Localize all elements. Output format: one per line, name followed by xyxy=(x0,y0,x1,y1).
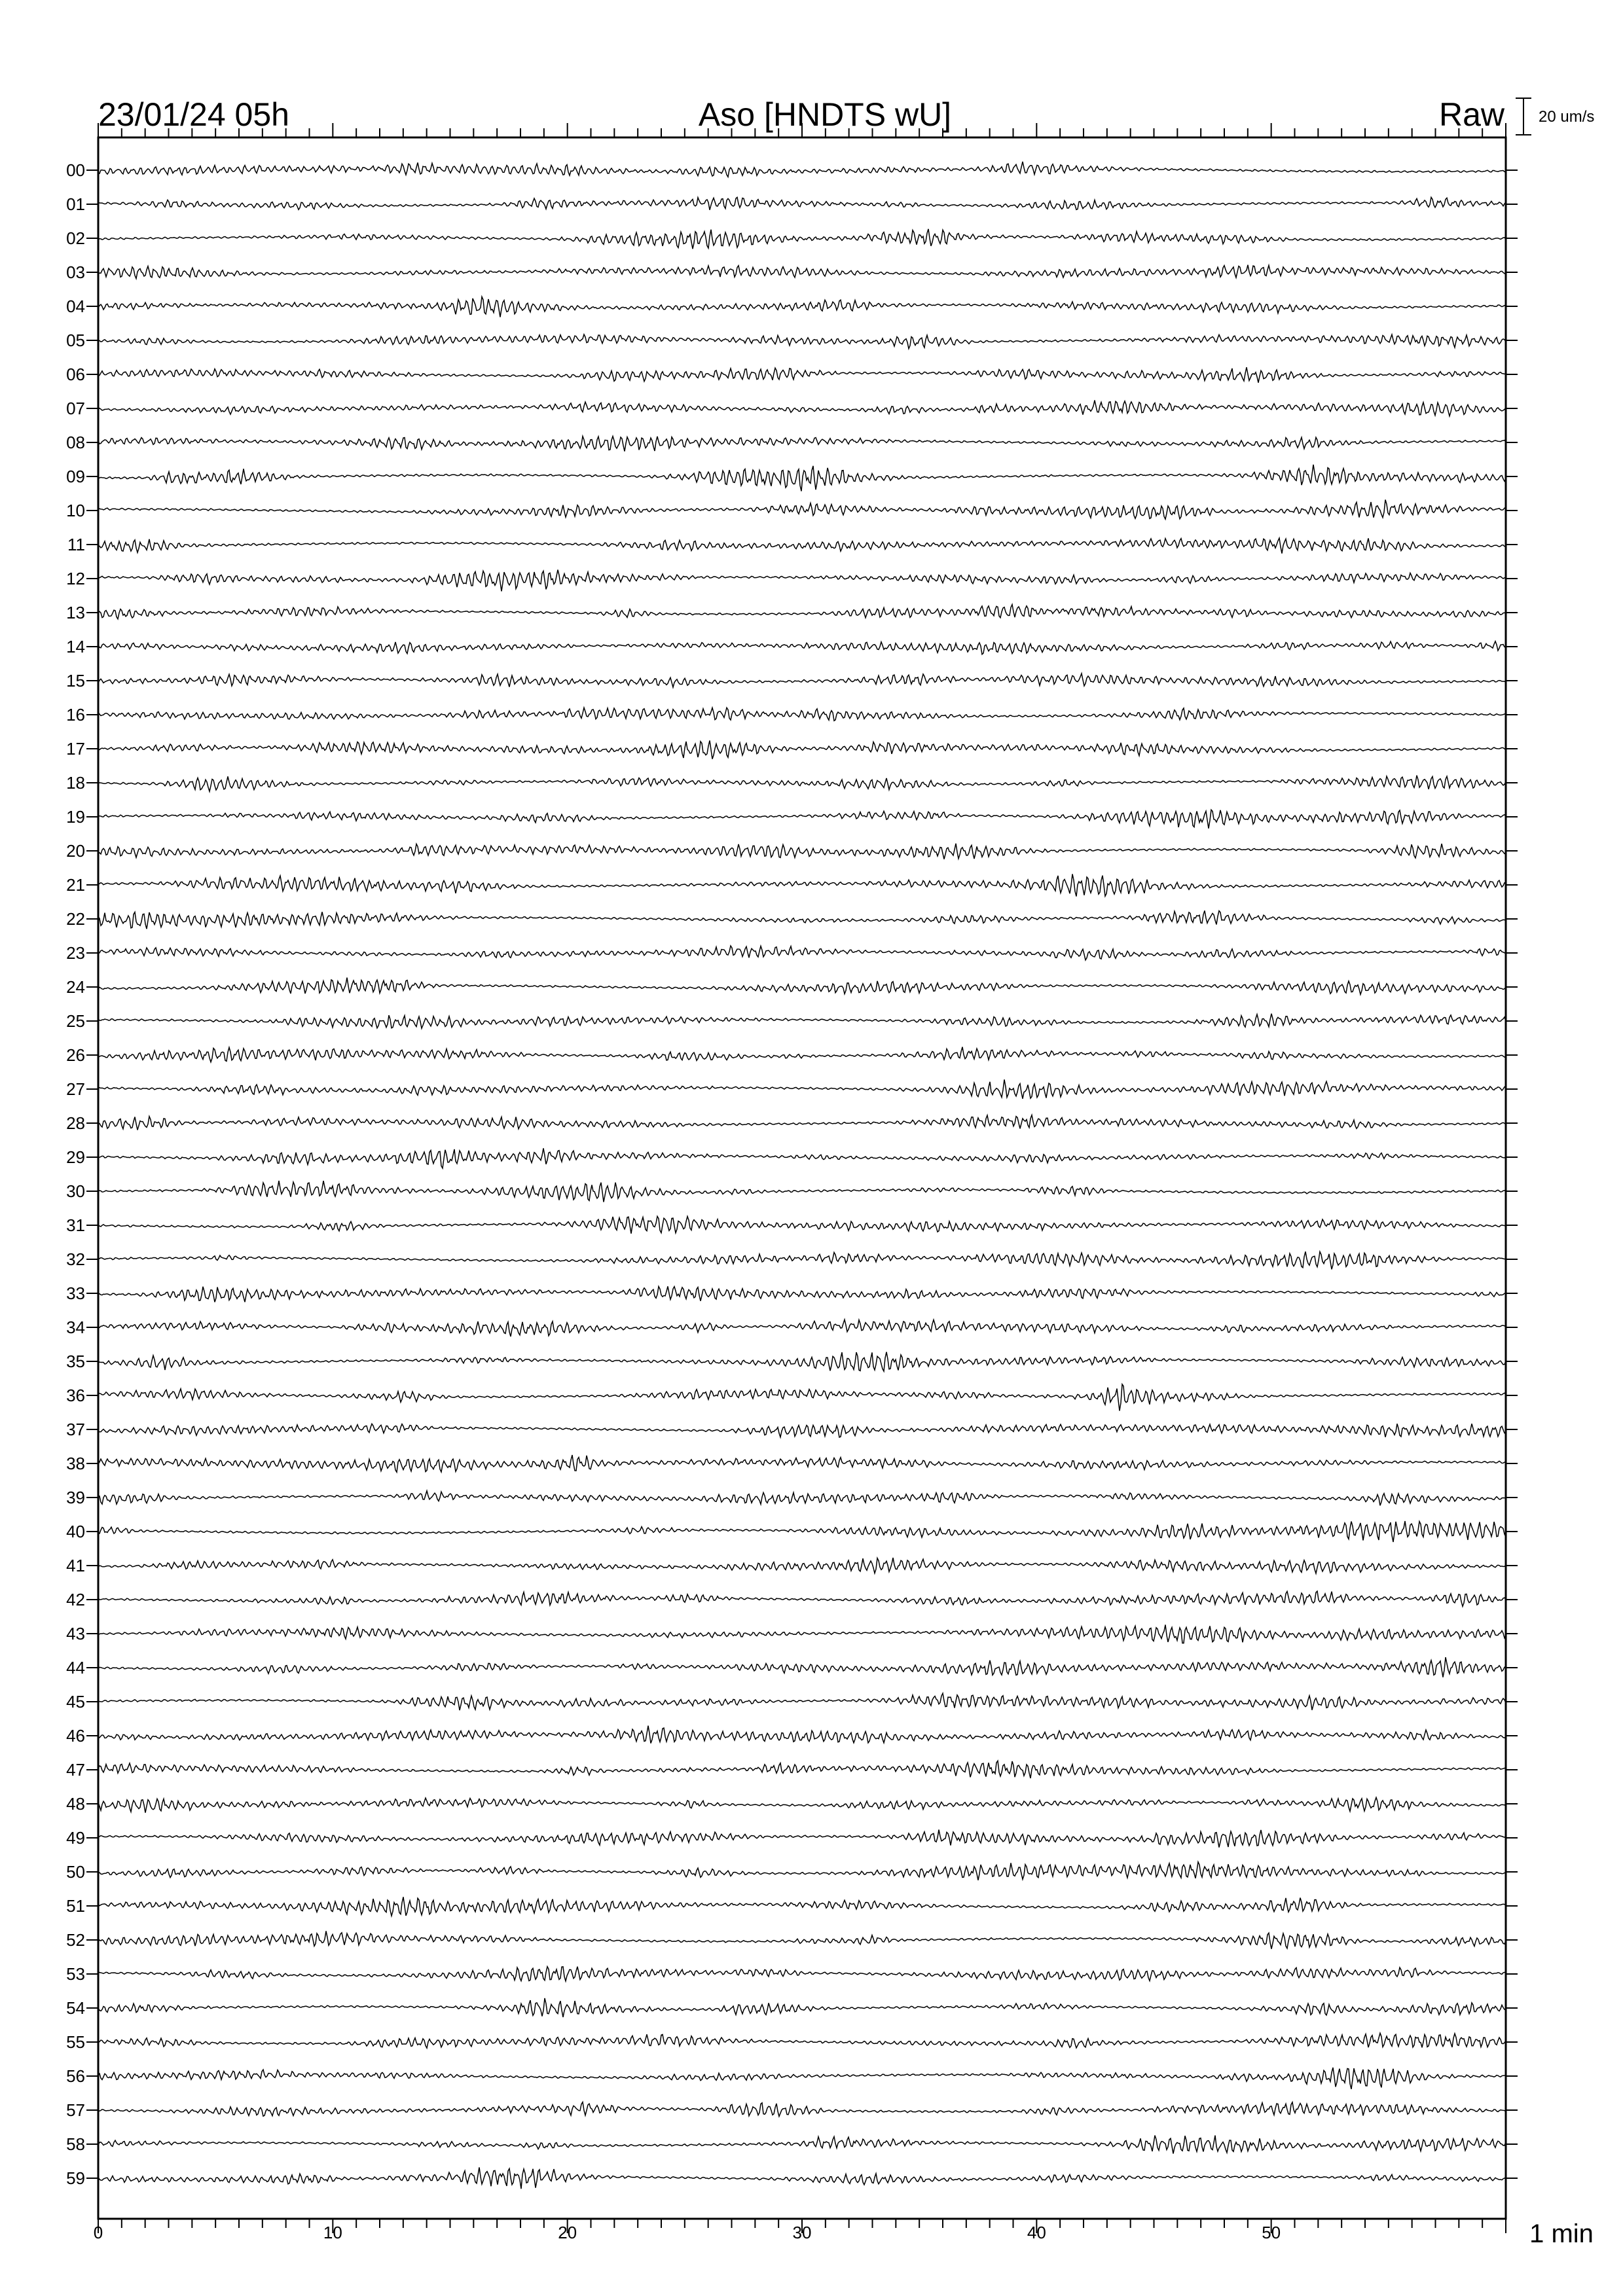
row-label: 51 xyxy=(66,1896,85,1916)
row-label: 18 xyxy=(66,773,85,793)
row-label: 39 xyxy=(66,1488,85,1507)
trace-row xyxy=(98,1216,1506,1233)
trace-row xyxy=(98,296,1506,317)
trace-row xyxy=(98,740,1506,759)
trace-row xyxy=(98,1624,1506,1643)
trace-row xyxy=(98,229,1506,249)
trace-row xyxy=(98,1558,1506,1573)
row-label: 26 xyxy=(66,1045,85,1065)
x-tick-label: 50 xyxy=(1262,2223,1281,2242)
trace-row xyxy=(98,641,1506,655)
trace-row xyxy=(98,1693,1506,1710)
trace-row xyxy=(98,1384,1506,1411)
row-label: 40 xyxy=(66,1522,85,1541)
trace-row xyxy=(98,1286,1506,1302)
trace-row xyxy=(98,197,1506,209)
row-label: 12 xyxy=(66,569,85,588)
row-label: 34 xyxy=(66,1318,85,1337)
trace-row xyxy=(98,465,1506,492)
row-label: 29 xyxy=(66,1147,85,1167)
trace-row xyxy=(98,401,1506,416)
trace-row xyxy=(98,570,1506,592)
x-tick-label: 30 xyxy=(792,2223,812,2242)
row-label: 46 xyxy=(66,1726,85,1746)
row-label: 14 xyxy=(66,637,85,656)
trace-row xyxy=(98,844,1506,859)
row-label: 24 xyxy=(66,977,85,997)
trace-row xyxy=(98,946,1506,960)
trace-row xyxy=(98,776,1506,792)
row-label: 27 xyxy=(66,1079,85,1099)
trace-row xyxy=(98,2068,1506,2089)
row-label: 00 xyxy=(66,160,85,180)
row-label: 06 xyxy=(66,365,85,384)
row-label: 45 xyxy=(66,1692,85,1712)
row-label: 05 xyxy=(66,331,85,350)
trace-row xyxy=(98,162,1506,177)
row-label: 13 xyxy=(66,603,85,622)
trace-row xyxy=(98,265,1506,279)
row-label: 35 xyxy=(66,1352,85,1371)
row-label: 59 xyxy=(66,2168,85,2188)
row-label: 19 xyxy=(66,807,85,827)
trace-row xyxy=(98,1424,1506,1437)
trace-row xyxy=(98,673,1506,687)
trace-row xyxy=(98,437,1506,452)
trace-row xyxy=(98,605,1506,619)
trace-row xyxy=(98,1862,1506,1880)
row-label: 07 xyxy=(66,399,85,418)
trace-row xyxy=(98,1657,1506,1677)
row-label: 58 xyxy=(66,2134,85,2154)
row-label: 10 xyxy=(66,501,85,520)
row-label: 20 xyxy=(66,841,85,861)
chart-mode-label: Raw xyxy=(1438,96,1504,133)
row-labels xyxy=(66,160,1518,2188)
trace-row xyxy=(98,2136,1506,2154)
trace-row xyxy=(98,2167,1506,2189)
row-label: 53 xyxy=(66,1964,85,1984)
amplitude-scale-bar xyxy=(1516,98,1531,135)
row-label: 16 xyxy=(66,705,85,725)
trace-row xyxy=(98,1115,1506,1130)
top-axis-ticks xyxy=(98,123,1506,137)
row-label: 33 xyxy=(66,1283,85,1303)
trace-row xyxy=(98,500,1506,520)
row-label: 17 xyxy=(66,739,85,759)
trace-row xyxy=(98,1319,1506,1336)
row-label: 25 xyxy=(66,1011,85,1031)
trace-row xyxy=(98,1726,1506,1744)
row-label: 36 xyxy=(66,1386,85,1405)
row-label: 47 xyxy=(66,1760,85,1780)
row-label: 31 xyxy=(66,1215,85,1235)
trace-row xyxy=(98,1829,1506,1847)
row-label: 22 xyxy=(66,909,85,929)
trace-row xyxy=(98,1931,1506,1948)
x-unit-label: 1 min xyxy=(1529,2219,1594,2248)
traces xyxy=(98,162,1506,2189)
x-tick-label: 20 xyxy=(558,2223,577,2242)
trace-row xyxy=(98,1761,1506,1778)
trace-row xyxy=(98,1797,1506,1812)
row-label: 28 xyxy=(66,1113,85,1133)
trace-row xyxy=(98,1352,1506,1371)
trace-row xyxy=(98,1079,1506,1098)
row-label: 38 xyxy=(66,1454,85,1473)
row-label: 30 xyxy=(66,1181,85,1201)
x-tick-label: 40 xyxy=(1027,2223,1046,2242)
trace-row xyxy=(98,1148,1506,1168)
x-tick-labels xyxy=(94,2223,1281,2242)
row-label: 03 xyxy=(66,262,85,282)
trace-row xyxy=(98,1998,1506,2017)
row-label: 43 xyxy=(66,1624,85,1643)
trace-row xyxy=(98,1251,1506,1269)
trace-row xyxy=(98,538,1506,553)
trace-row xyxy=(98,1521,1506,1542)
row-label: 04 xyxy=(66,296,85,316)
row-label: 02 xyxy=(66,228,85,248)
row-label: 48 xyxy=(66,1794,85,1814)
trace-row xyxy=(98,1591,1506,1606)
trace-row xyxy=(98,874,1506,896)
row-label: 42 xyxy=(66,1590,85,1609)
trace-row xyxy=(98,1014,1506,1029)
row-label: 08 xyxy=(66,433,85,452)
trace-row xyxy=(98,1047,1506,1062)
x-tick-label: 10 xyxy=(323,2223,342,2242)
trace-row xyxy=(98,810,1506,829)
trace-row xyxy=(98,2102,1506,2117)
trace-row xyxy=(98,1181,1506,1202)
chart-station-title: Aso [HNDTS wU] xyxy=(698,96,952,133)
row-label: 49 xyxy=(66,1828,85,1848)
row-label: 23 xyxy=(66,943,85,963)
row-label: 52 xyxy=(66,1930,85,1950)
trace-row xyxy=(98,367,1506,383)
row-label: 41 xyxy=(66,1556,85,1575)
row-label: 01 xyxy=(66,194,85,214)
trace-row xyxy=(98,708,1506,721)
row-label: 55 xyxy=(66,2032,85,2052)
row-label: 15 xyxy=(66,671,85,691)
row-label: 32 xyxy=(66,1249,85,1269)
row-label: 09 xyxy=(66,467,85,486)
x-tick-label: 0 xyxy=(93,2223,103,2242)
chart-date-title: 23/01/24 05h xyxy=(98,96,289,133)
row-label: 44 xyxy=(66,1658,85,1677)
row-label: 56 xyxy=(66,2066,85,2086)
row-label: 50 xyxy=(66,1862,85,1882)
row-label: 57 xyxy=(66,2100,85,2120)
trace-row xyxy=(98,2033,1506,2048)
trace-row xyxy=(98,334,1506,349)
trace-row xyxy=(98,1897,1506,1916)
trace-row xyxy=(98,910,1506,929)
trace-row xyxy=(98,1455,1506,1472)
row-label: 37 xyxy=(66,1420,85,1439)
trace-row xyxy=(98,1967,1506,1981)
row-label: 11 xyxy=(67,535,85,554)
row-label: 21 xyxy=(66,875,85,895)
trace-row xyxy=(98,978,1506,995)
amplitude-scale-label: 20 um/s xyxy=(1539,108,1595,126)
row-label: 54 xyxy=(66,1998,85,2018)
trace-row xyxy=(98,1491,1506,1505)
